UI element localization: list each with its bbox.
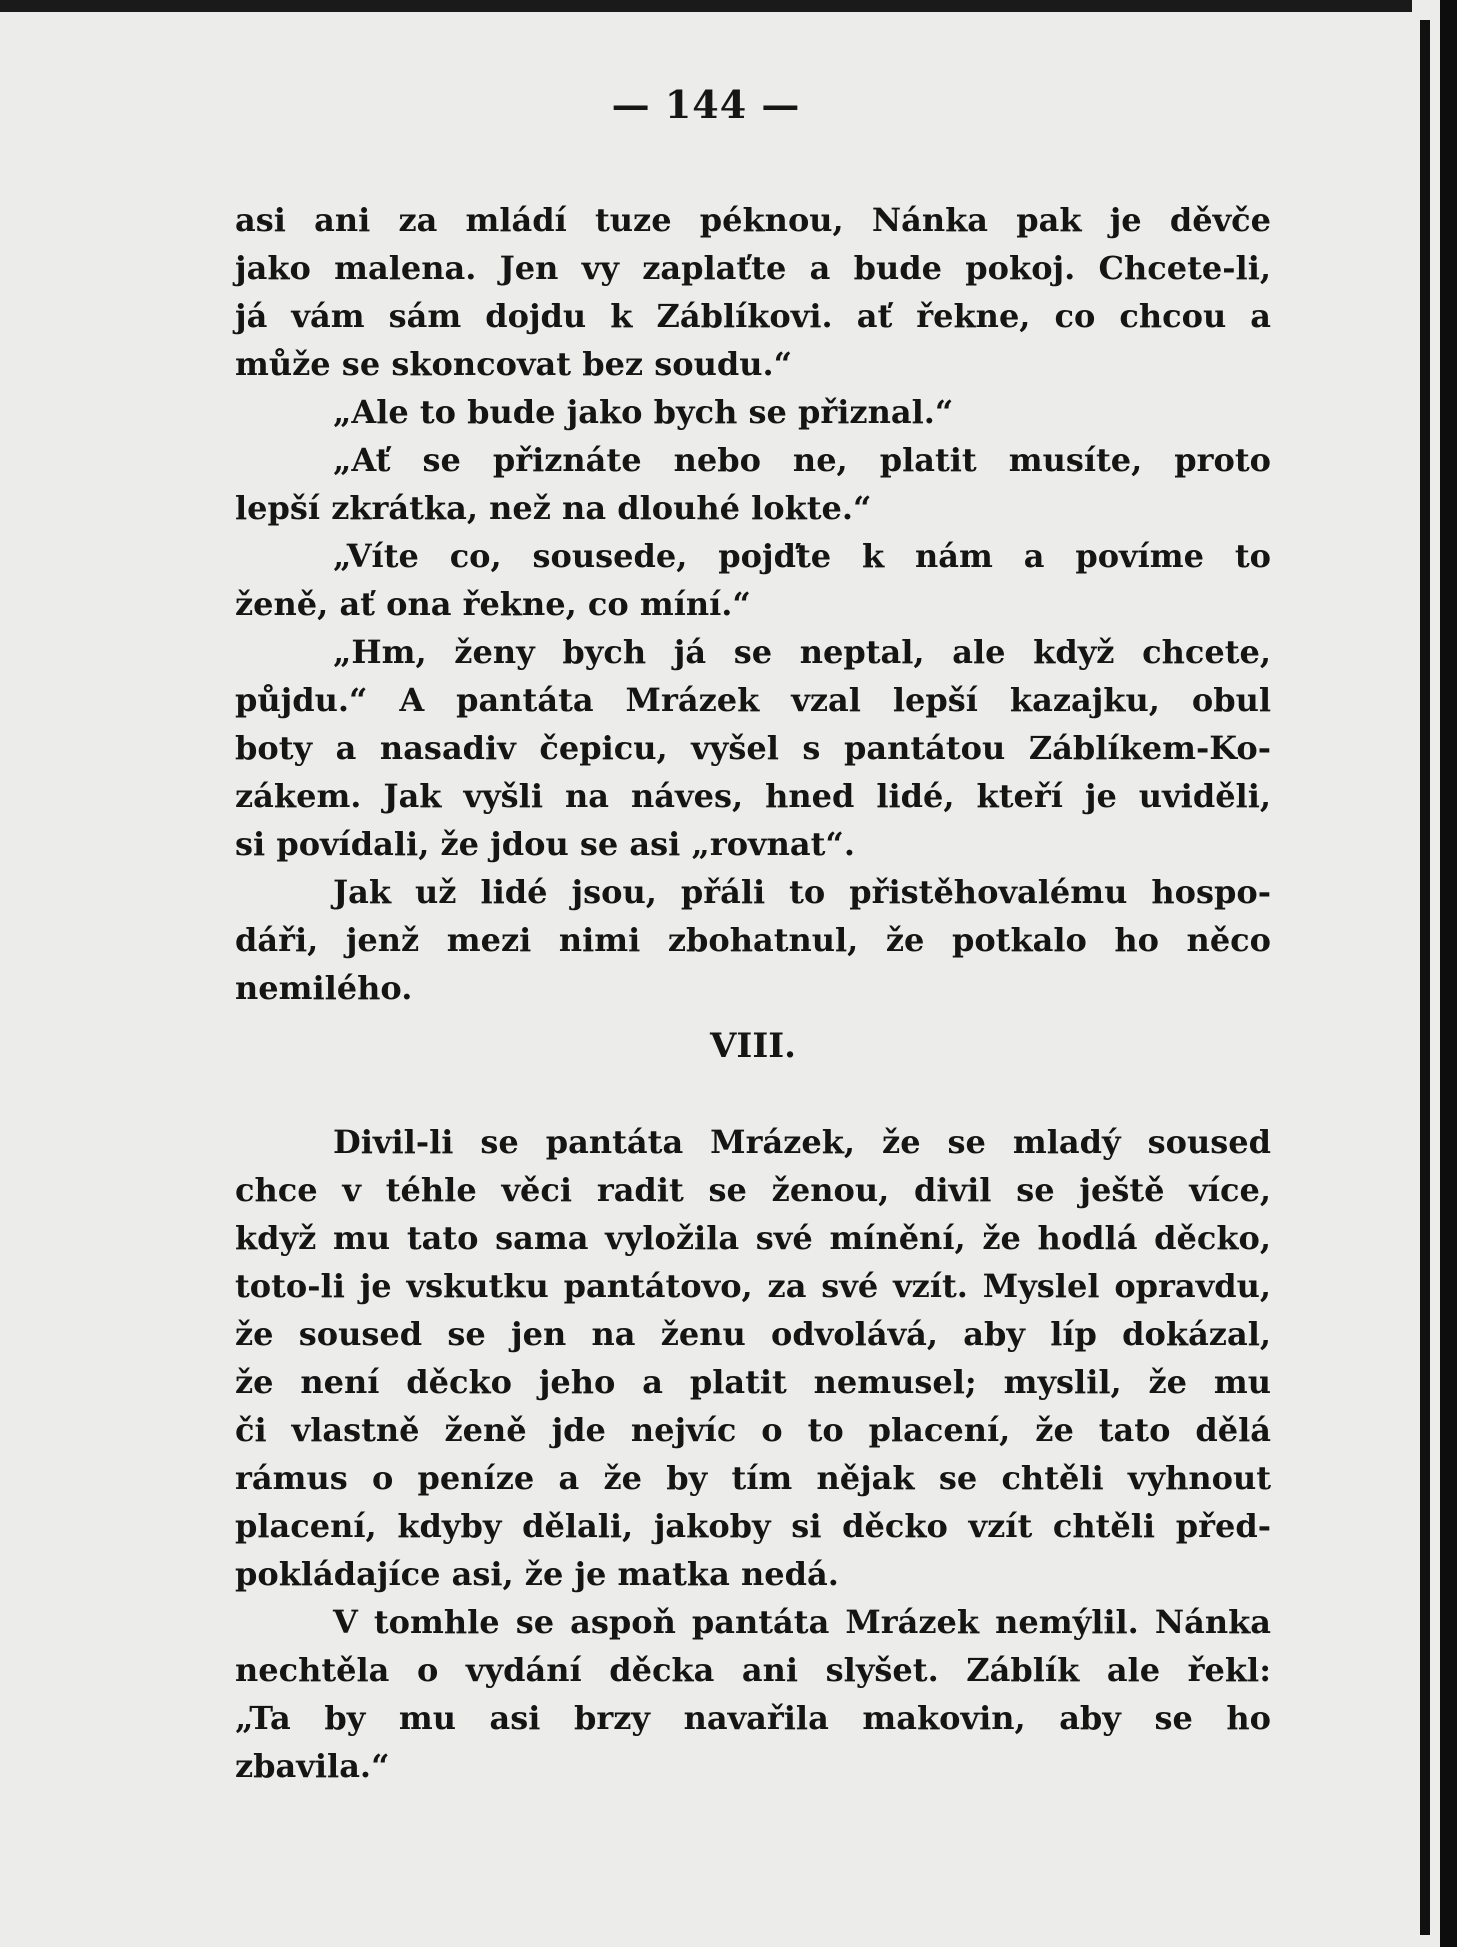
text-line: placení, kdyby dělali, jakoby si děcko vzít chtěli před- — [235, 1507, 1271, 1545]
text-line: pokládajíce asi, že je matka nedá. — [235, 1555, 839, 1593]
page-number: — 144 — — [611, 82, 801, 127]
text-line: si povídali, že jdou se asi „rovnat“. — [235, 825, 855, 863]
text-line: lepší zkrátka, než na dlouhé lokte.“ — [235, 489, 872, 527]
text-line: Divil-li se pantáta Mrázek, že se mladý soused — [333, 1123, 1271, 1161]
text-line: chce v téhle věci radit se ženou, divil se ještě více, — [235, 1171, 1271, 1209]
text-line: „Ta by mu asi brzy navařila makovin, aby se ho — [235, 1699, 1271, 1737]
text-line: půjdu.“ A pantáta Mrázek vzal lepší kazajku, obul — [235, 681, 1271, 719]
text-line: já vám sám dojdu k Záblíkovi. ať řekne, co chcou a — [235, 297, 1271, 335]
text-line: toto-li je vskutku pantátovo, za své vzít. Myslel opravdu, — [235, 1267, 1271, 1305]
text-line: může se skoncovat bez soudu.“ — [235, 345, 793, 383]
text-line: rámus o peníze a že by tím nějak se chtěli vyhnout — [235, 1459, 1271, 1497]
text-line: „Ať se přiznáte nebo ne, platit musíte, proto — [333, 441, 1271, 479]
text-line: zbavila.“ — [235, 1747, 390, 1785]
text-line: zákem. Jak vyšli na náves, hned lidé, kteří je uviděli, — [235, 777, 1271, 815]
binding-shadow — [1420, 20, 1430, 1935]
text-before-chapter — [235, 196, 1271, 1012]
text-line: ženě, ať ona řekne, co míní.“ — [235, 585, 751, 623]
text-line: jako malena. Jen vy zaplaťte a bude pokoj. Chcete-li, — [235, 249, 1271, 287]
binding-edge — [1440, 0, 1457, 1947]
page-text — [235, 196, 1271, 1790]
chapter-heading: VIII. — [710, 1026, 796, 1066]
text-line: Jak už lidé jsou, přáli to přistěhovalému hospo- — [333, 873, 1271, 911]
text-line: nemilého. — [235, 969, 413, 1007]
text-line: nechtěla o vydání děcka ani slyšet. Záblík ale řekl: — [235, 1651, 1271, 1689]
text-line: že soused se jen na ženu odvolává, aby líp dokázal, — [235, 1315, 1271, 1353]
text-line: „Hm, ženy bych já se neptal, ale když chcete, — [333, 633, 1271, 671]
text-after-chapter — [235, 1118, 1271, 1790]
text-line: či vlastně ženě jde nejvíc o to placení, že tato dělá — [235, 1411, 1271, 1449]
text-line: „Ale to bude jako bych se přiznal.“ — [333, 393, 954, 431]
text-line: „Víte co, sousede, pojďte k nám a povíme to — [333, 537, 1271, 575]
text-line: V tomhle se aspoň pantáta Mrázek nemýlil. Nánka — [333, 1603, 1271, 1641]
text-line: asi ani za mládí tuze péknou, Nánka pak je děvče — [235, 201, 1271, 239]
text-line: když mu tato sama vyložila své mínění, že hodlá děcko, — [235, 1219, 1271, 1257]
text-line: boty a nasadiv čepicu, vyšel s pantátou Záblíkem-Ko- — [235, 729, 1271, 767]
text-line: že není děcko jeho a platit nemusel; myslil, že mu — [235, 1363, 1271, 1401]
text-line: dáři, jenž mezi nimi zbohatnul, že potkalo ho něco — [235, 921, 1271, 959]
book-page — [0, 12, 1412, 1947]
